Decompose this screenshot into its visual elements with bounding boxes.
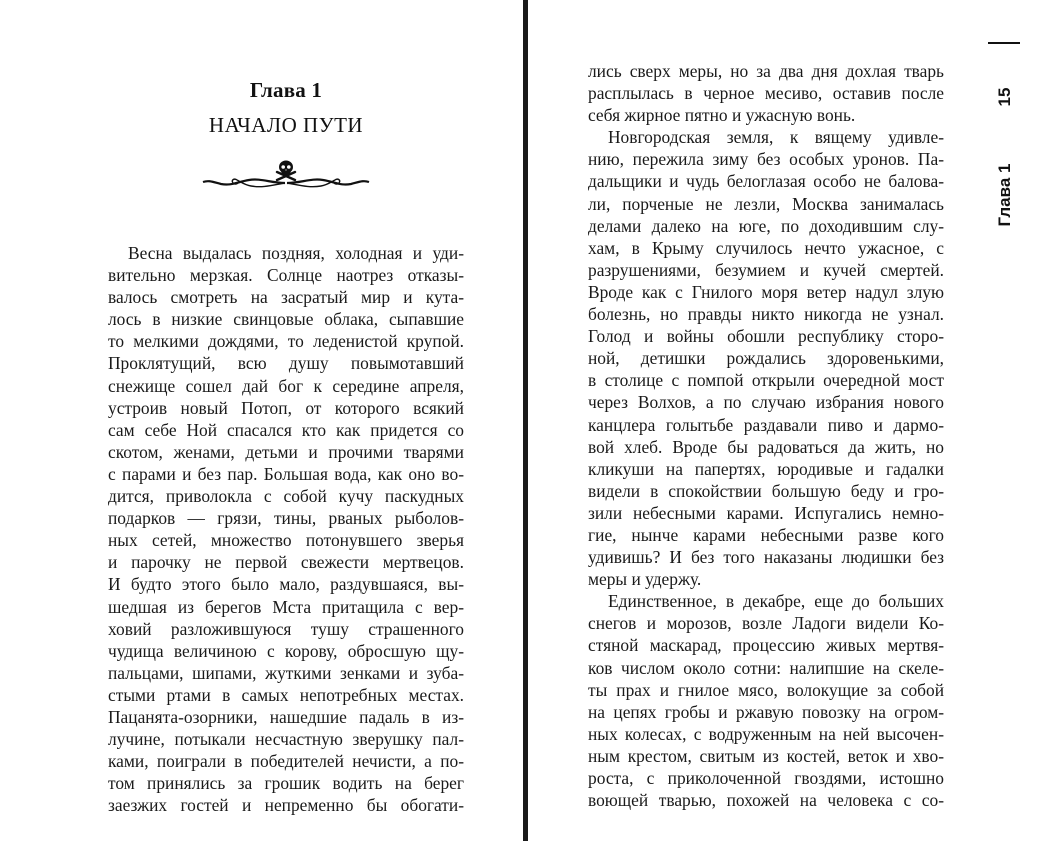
- text-line: Весна выдалась поздняя, холодная и уди-: [128, 243, 464, 263]
- text-line: стяной маскарад, процессию живых мертвя-: [588, 635, 944, 656]
- running-head-text: Глава 1: [995, 163, 1014, 227]
- text-line: Голод и войны обошли республику сторо-: [588, 326, 944, 347]
- skull-flourish-icon: [201, 158, 371, 192]
- text-line: и парочку не первой свежести мертвецов.: [108, 552, 464, 573]
- text-line: чудища величиною с корову, обросшую щу-: [108, 640, 464, 661]
- right-body-text: [588, 60, 944, 811]
- text-line: лось в низкие свинцовые облака, сыпавшие: [108, 309, 464, 330]
- text-line: пальцами, шипами, жуткими зенками и зуба-: [108, 662, 464, 683]
- text-line: Проклятущий, всю душу повымотавший: [108, 353, 464, 374]
- text-line: то мелкими дождями, то леденистой крупой.: [108, 331, 464, 352]
- text-line: подарков — грязи, тины, рваных рыболов-: [108, 508, 464, 529]
- text-line: лучине, потыкали несчастную зверушку пал-: [108, 729, 464, 750]
- chapter-title: НАЧАЛО ПУТИ: [208, 113, 364, 137]
- text-line: лись сверх меры, но за два дня дохлая тварь: [588, 61, 944, 81]
- text-line: заезжих гостей и непременно бы обогати-: [108, 795, 464, 816]
- page-number-text: 15: [995, 87, 1014, 107]
- text-line: зили небесными карами. Испугались немно-: [588, 502, 944, 523]
- text-line: Новгородская земля, к вящему удивле-: [608, 127, 944, 148]
- text-line: нию, пережила зиму без особых уронов. Па-: [588, 149, 944, 170]
- right-page: [588, 60, 944, 811]
- left-page: [108, 70, 464, 816]
- text-line: снегов и морозов, возле Ладоги видели Ко-: [588, 613, 944, 634]
- text-line: в столице с помпой открыли очередной мост: [588, 370, 944, 391]
- text-line: делами далеко на юге, по доходившим слу-: [588, 215, 944, 236]
- text-line: Вроде как с Гнилого моря ветер надул злую: [588, 281, 944, 302]
- text-line: том принялись за грошик водить на берег: [108, 773, 464, 794]
- text-line: удивишь? И без того наказаны людишки без: [588, 547, 944, 568]
- text-line: с парами и без пар. Большая вода, как оно во-: [108, 463, 464, 484]
- text-line: дальщики и чудь белоглазая особо не балова-: [588, 171, 944, 192]
- text-line: устроив новый Потоп, от которого всякий: [108, 397, 464, 418]
- header-rule: [988, 42, 1020, 44]
- text-line: расплылась в черное месиво, оставив после: [588, 83, 944, 104]
- text-line: ной, детишки рождались здоровенькими,: [588, 348, 944, 369]
- text-line: кликуши на папертях, юродивые и гадалки: [588, 458, 944, 479]
- text-line: Единственное, в декабре, еще до больших: [608, 591, 944, 612]
- text-line: на цепях гробы и ржавую повозку на огром-: [588, 701, 944, 722]
- text-line: ховий разложившуюся тушу страшенного: [108, 618, 464, 639]
- left-body-text: [108, 242, 464, 816]
- text-line: И будто этого было мало, раздувшаяся, вы-: [108, 574, 464, 595]
- text-line: снежище сошел дай бог к середине апреля,: [108, 375, 464, 396]
- text-line: ным крестом, свитым из костей, веток и хво-: [588, 745, 944, 766]
- text-line: ками, поиграли в победителей нечисти, а по-: [108, 751, 464, 772]
- text-line: скотом, женами, детьми и прочими тварями: [108, 441, 464, 462]
- text-line: дится, приволокла с собой кучу паскудных: [108, 486, 464, 507]
- text-line: себя жирное пятно и ужасную вонь.: [588, 105, 856, 126]
- text-line: болезнь, но правды никто никогда не узнал.: [588, 304, 944, 325]
- text-line: сам себе Ной спасался кто как придется со: [108, 419, 464, 440]
- running-head: [985, 160, 1025, 230]
- text-line: вительно мерзкая. Солнце наотрез отказы-: [108, 265, 464, 286]
- text-line: хам, в Крыму случилось нечто ужасное, с: [588, 237, 944, 258]
- text-line: разрушениями, безумием и кучей смертей.: [588, 259, 944, 280]
- page-number: [985, 82, 1025, 112]
- text-line: ных сетей, множество потонувшего зверья: [108, 530, 464, 551]
- chapter-label: Глава 1: [249, 78, 323, 102]
- text-line: ных колесах, с водруженным на ней высочен-: [588, 723, 944, 744]
- text-line: вой хлеб. Вроде бы радоваться да жить, но: [588, 436, 944, 457]
- text-line: через Волхов, а по случаю избрания нового: [588, 392, 944, 413]
- text-line: гие, нынче карами небесными разве кого: [588, 524, 944, 545]
- text-line: валось смотреть на засратый мир и кута-: [108, 287, 464, 308]
- text-line: канцлера голытьбе раздавали пиво и дармо-: [588, 414, 944, 435]
- text-line: ты прах и гнилое мясо, волокущие за собой: [588, 679, 944, 700]
- text-line: видели в спокойствии большую беду и гро-: [588, 480, 944, 501]
- text-line: Пацанята-озорники, нашедшие падаль в из-: [108, 706, 464, 727]
- text-line: ков числом около сотни: налипшие на скеле-: [588, 657, 944, 678]
- text-line: стыми ртами в самых непотребных местах.: [108, 684, 464, 705]
- book-gutter: [523, 0, 528, 841]
- text-line: роста, с приколоченной гвоздями, истошно: [588, 768, 944, 788]
- text-line: ли, порченые не лезли, Москва занималась: [588, 193, 944, 214]
- text-line: воющей тварью, похожей на человека с со-: [588, 790, 944, 811]
- text-line: шедшая из берегов Мста притащила с вер-: [108, 596, 464, 617]
- text-line: меры и удержу.: [588, 569, 702, 590]
